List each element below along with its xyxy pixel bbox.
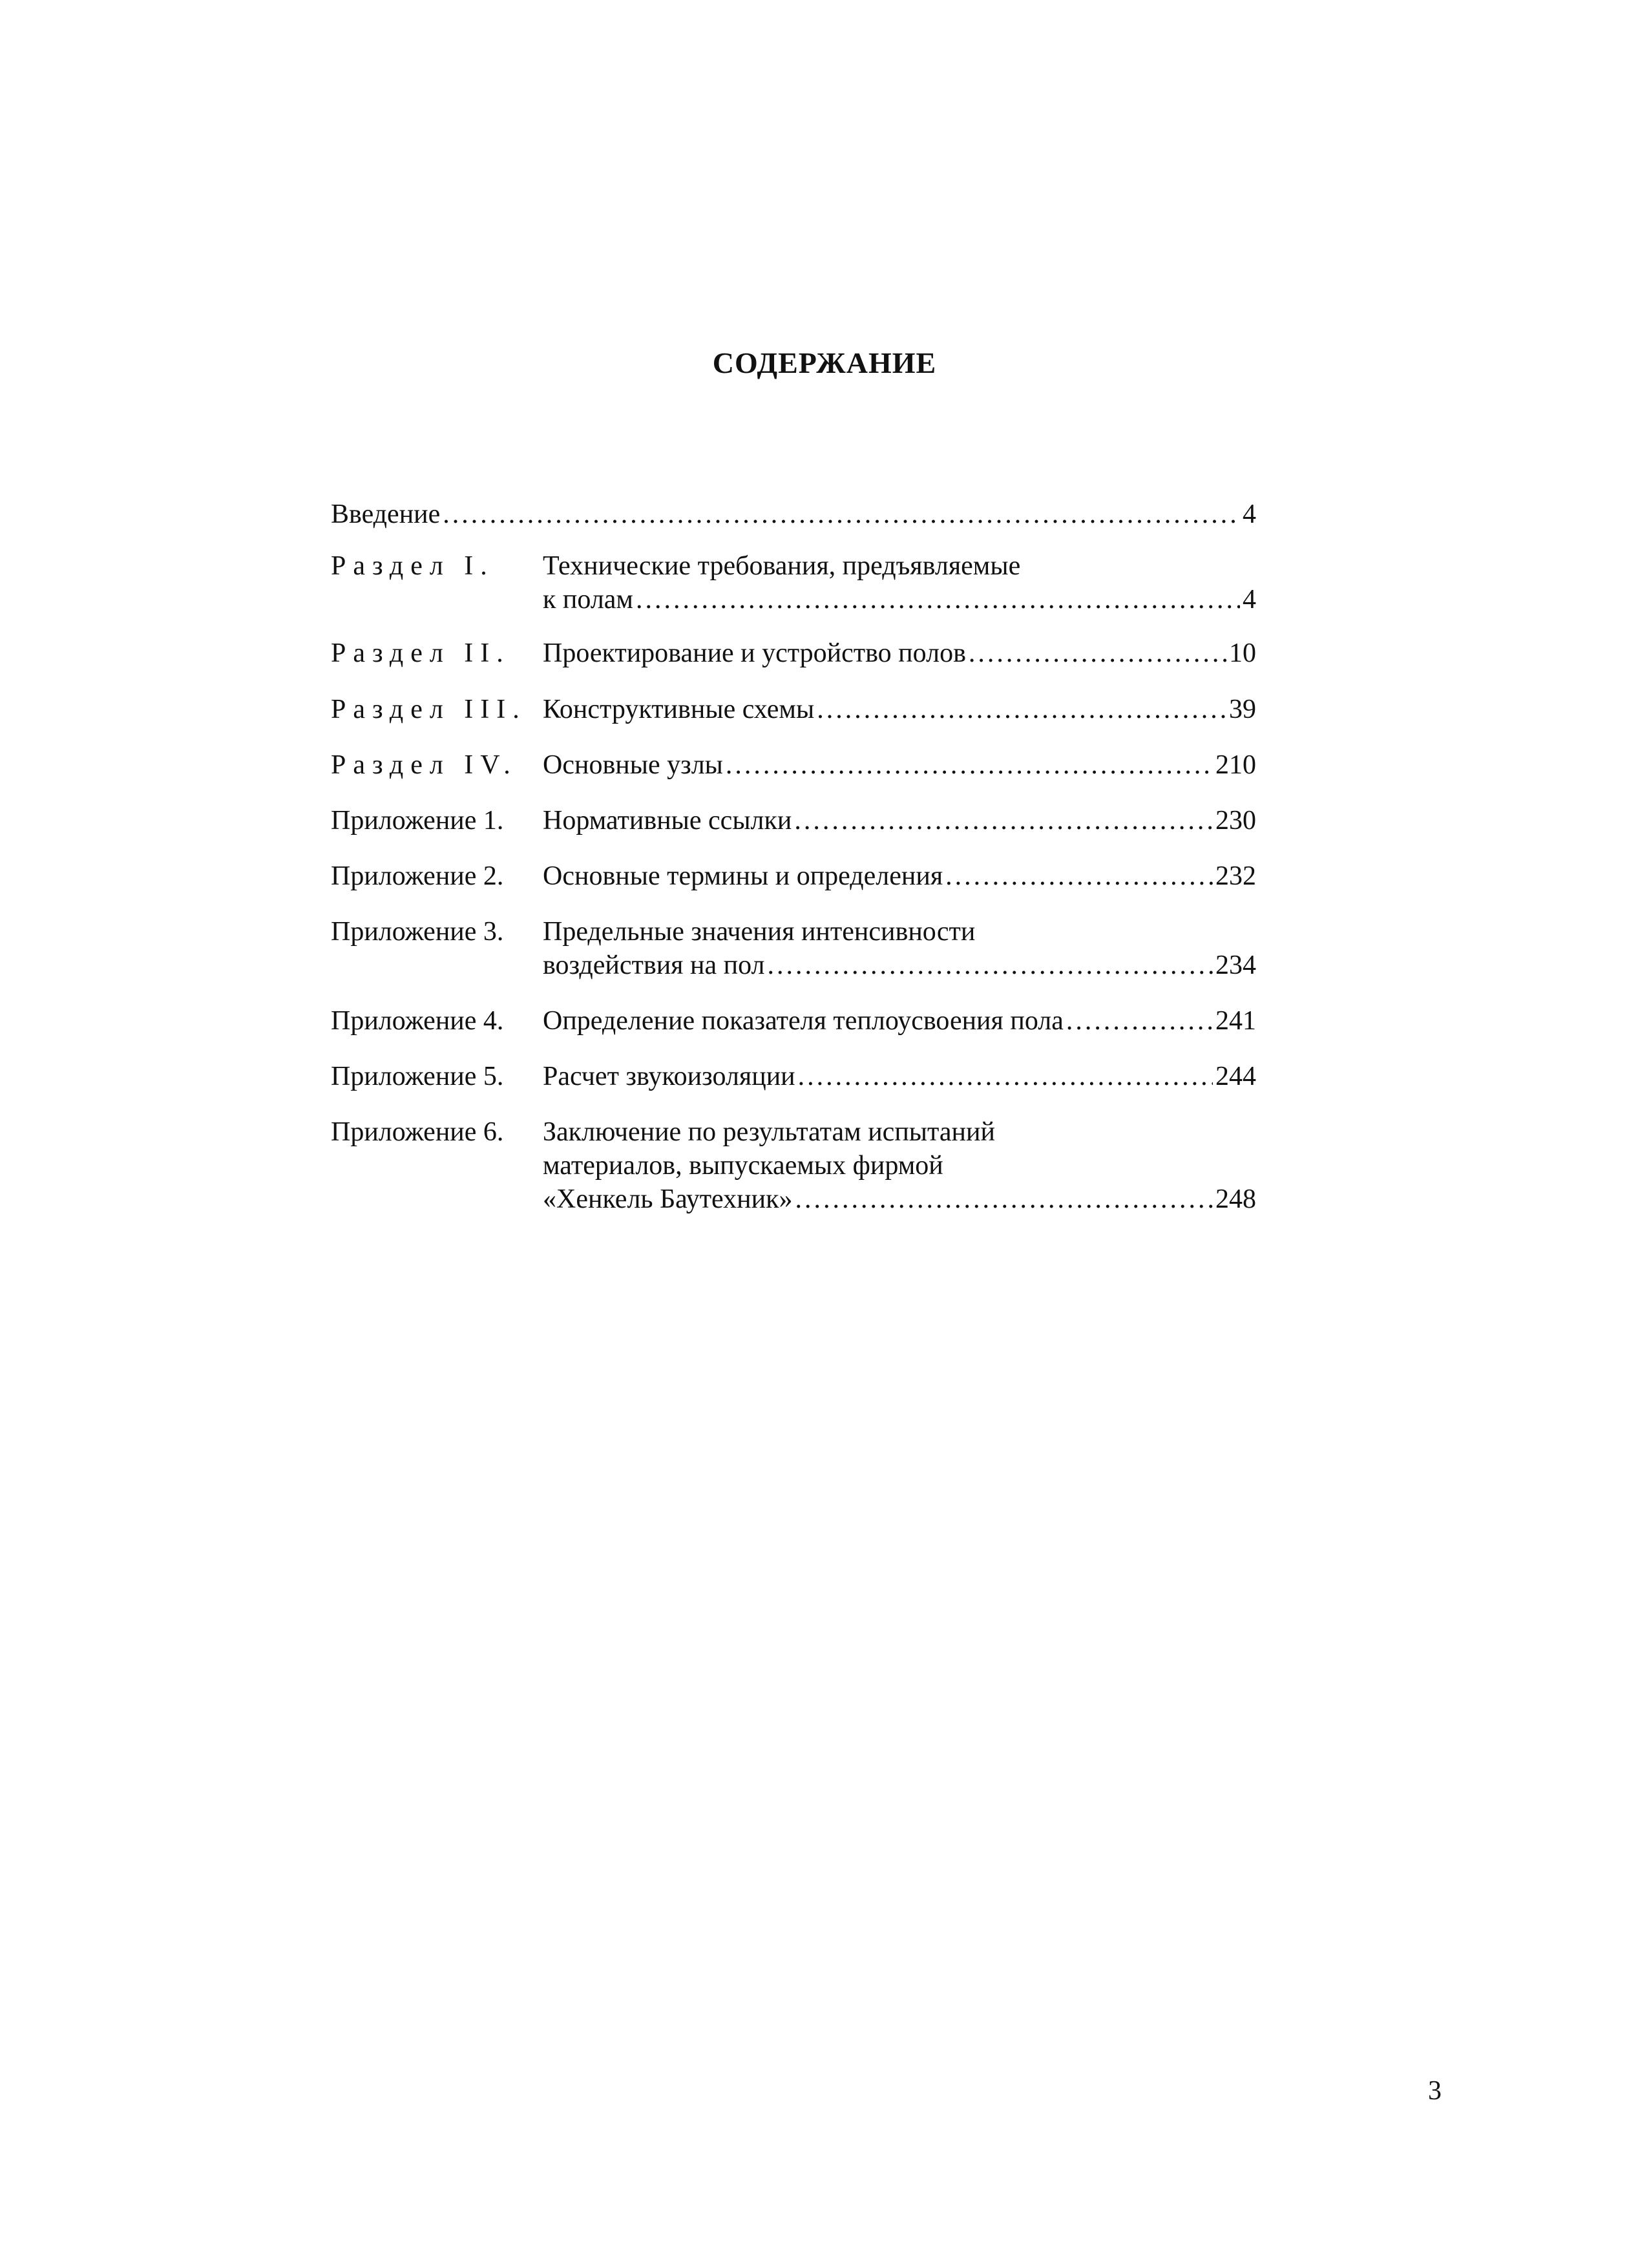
toc-page-number: 234: [1215, 950, 1256, 980]
toc-entry-title-continued: «Хенкель Баутехник»: [543, 1184, 793, 1214]
toc-page-number: 4: [1243, 585, 1256, 614]
toc-entry-title-continued: воздействия на пол: [543, 950, 765, 980]
toc-page-number: 248: [1215, 1184, 1256, 1214]
toc-entry-body: [543, 549, 1256, 616]
toc-entry-prefix: Раздел I.: [331, 551, 494, 581]
toc-entry-body: [543, 1115, 1256, 1216]
toc-page-number: 39: [1229, 695, 1256, 724]
toc-entry-prefix: Приложение 3.: [331, 917, 504, 947]
dot-leader: [1066, 1004, 1213, 1038]
toc-entry-title: Технические требования, предъявляемые: [543, 551, 1021, 581]
toc-page-number: 230: [1215, 806, 1256, 835]
toc-entry-prefix: Приложение 1.: [331, 806, 504, 835]
toc-entry-body: [543, 748, 1256, 782]
toc-entry-title: Предельные значения интенсивности: [543, 917, 976, 947]
toc-page-number: 241: [1215, 1006, 1256, 1036]
toc-entry-prefix: Приложение 2.: [331, 861, 504, 891]
dot-leader: [795, 1182, 1213, 1216]
toc-entry-body: [543, 804, 1256, 837]
toc-entry-title: Заключение по результатам испытаний: [543, 1117, 995, 1147]
dot-leader: [798, 1060, 1213, 1093]
toc-entry-body: [543, 1060, 1256, 1093]
toc-entry-title: Нормативные ссылки: [543, 806, 792, 835]
toc-entry-title: Конструктивные схемы: [543, 695, 815, 724]
dot-leader: [945, 859, 1213, 893]
toc-page-number: 4: [1243, 499, 1256, 529]
toc-page-number: 244: [1215, 1062, 1256, 1091]
dot-leader: [726, 748, 1213, 782]
dot-leader: [817, 693, 1226, 726]
toc-entry-title: Проектирование и устройство полов: [543, 638, 966, 668]
toc-entry-body: [543, 693, 1256, 726]
toc-entry-body: [543, 636, 1256, 670]
toc-entry-title: Основные термины и определения: [543, 861, 943, 891]
toc-entry-prefix: Приложение 4.: [331, 1006, 504, 1036]
toc-entry-body: [543, 1004, 1256, 1038]
toc-page-number: 210: [1215, 750, 1256, 780]
page-number: 3: [1428, 2076, 1442, 2106]
toc-entry-title-continued: материалов, выпускаемых фирмой: [543, 1151, 943, 1181]
toc-entry-body: [543, 915, 1256, 982]
toc-entry-title-continued: к полам: [543, 585, 634, 614]
dot-leader: [636, 583, 1240, 616]
toc-entry-body: [331, 498, 1256, 531]
toc-entry-prefix: Раздел III.: [331, 695, 527, 724]
toc-entry-prefix: Раздел IV.: [331, 750, 518, 780]
toc-entry-prefix: Приложение 5.: [331, 1062, 504, 1091]
toc-entry-title: Основные узлы: [543, 750, 723, 780]
dot-leader: [768, 949, 1213, 982]
toc-page-number: 10: [1229, 638, 1256, 668]
toc-entry-title: Расчет звукоизоляции: [543, 1062, 795, 1091]
page-title: СОДЕРЖАНИЕ: [712, 346, 937, 379]
dot-leader: [443, 498, 1240, 531]
toc-entry-prefix: Раздел II.: [331, 638, 510, 668]
toc-entry-prefix: Приложение 6.: [331, 1117, 504, 1147]
toc-entry-title: Введение: [331, 499, 441, 529]
toc-entry-body: [543, 859, 1256, 893]
dot-leader: [969, 636, 1226, 670]
toc-entry-title: Определение показателя теплоусвоения пола: [543, 1006, 1064, 1036]
dot-leader: [794, 804, 1213, 837]
toc-page-number: 232: [1215, 861, 1256, 891]
